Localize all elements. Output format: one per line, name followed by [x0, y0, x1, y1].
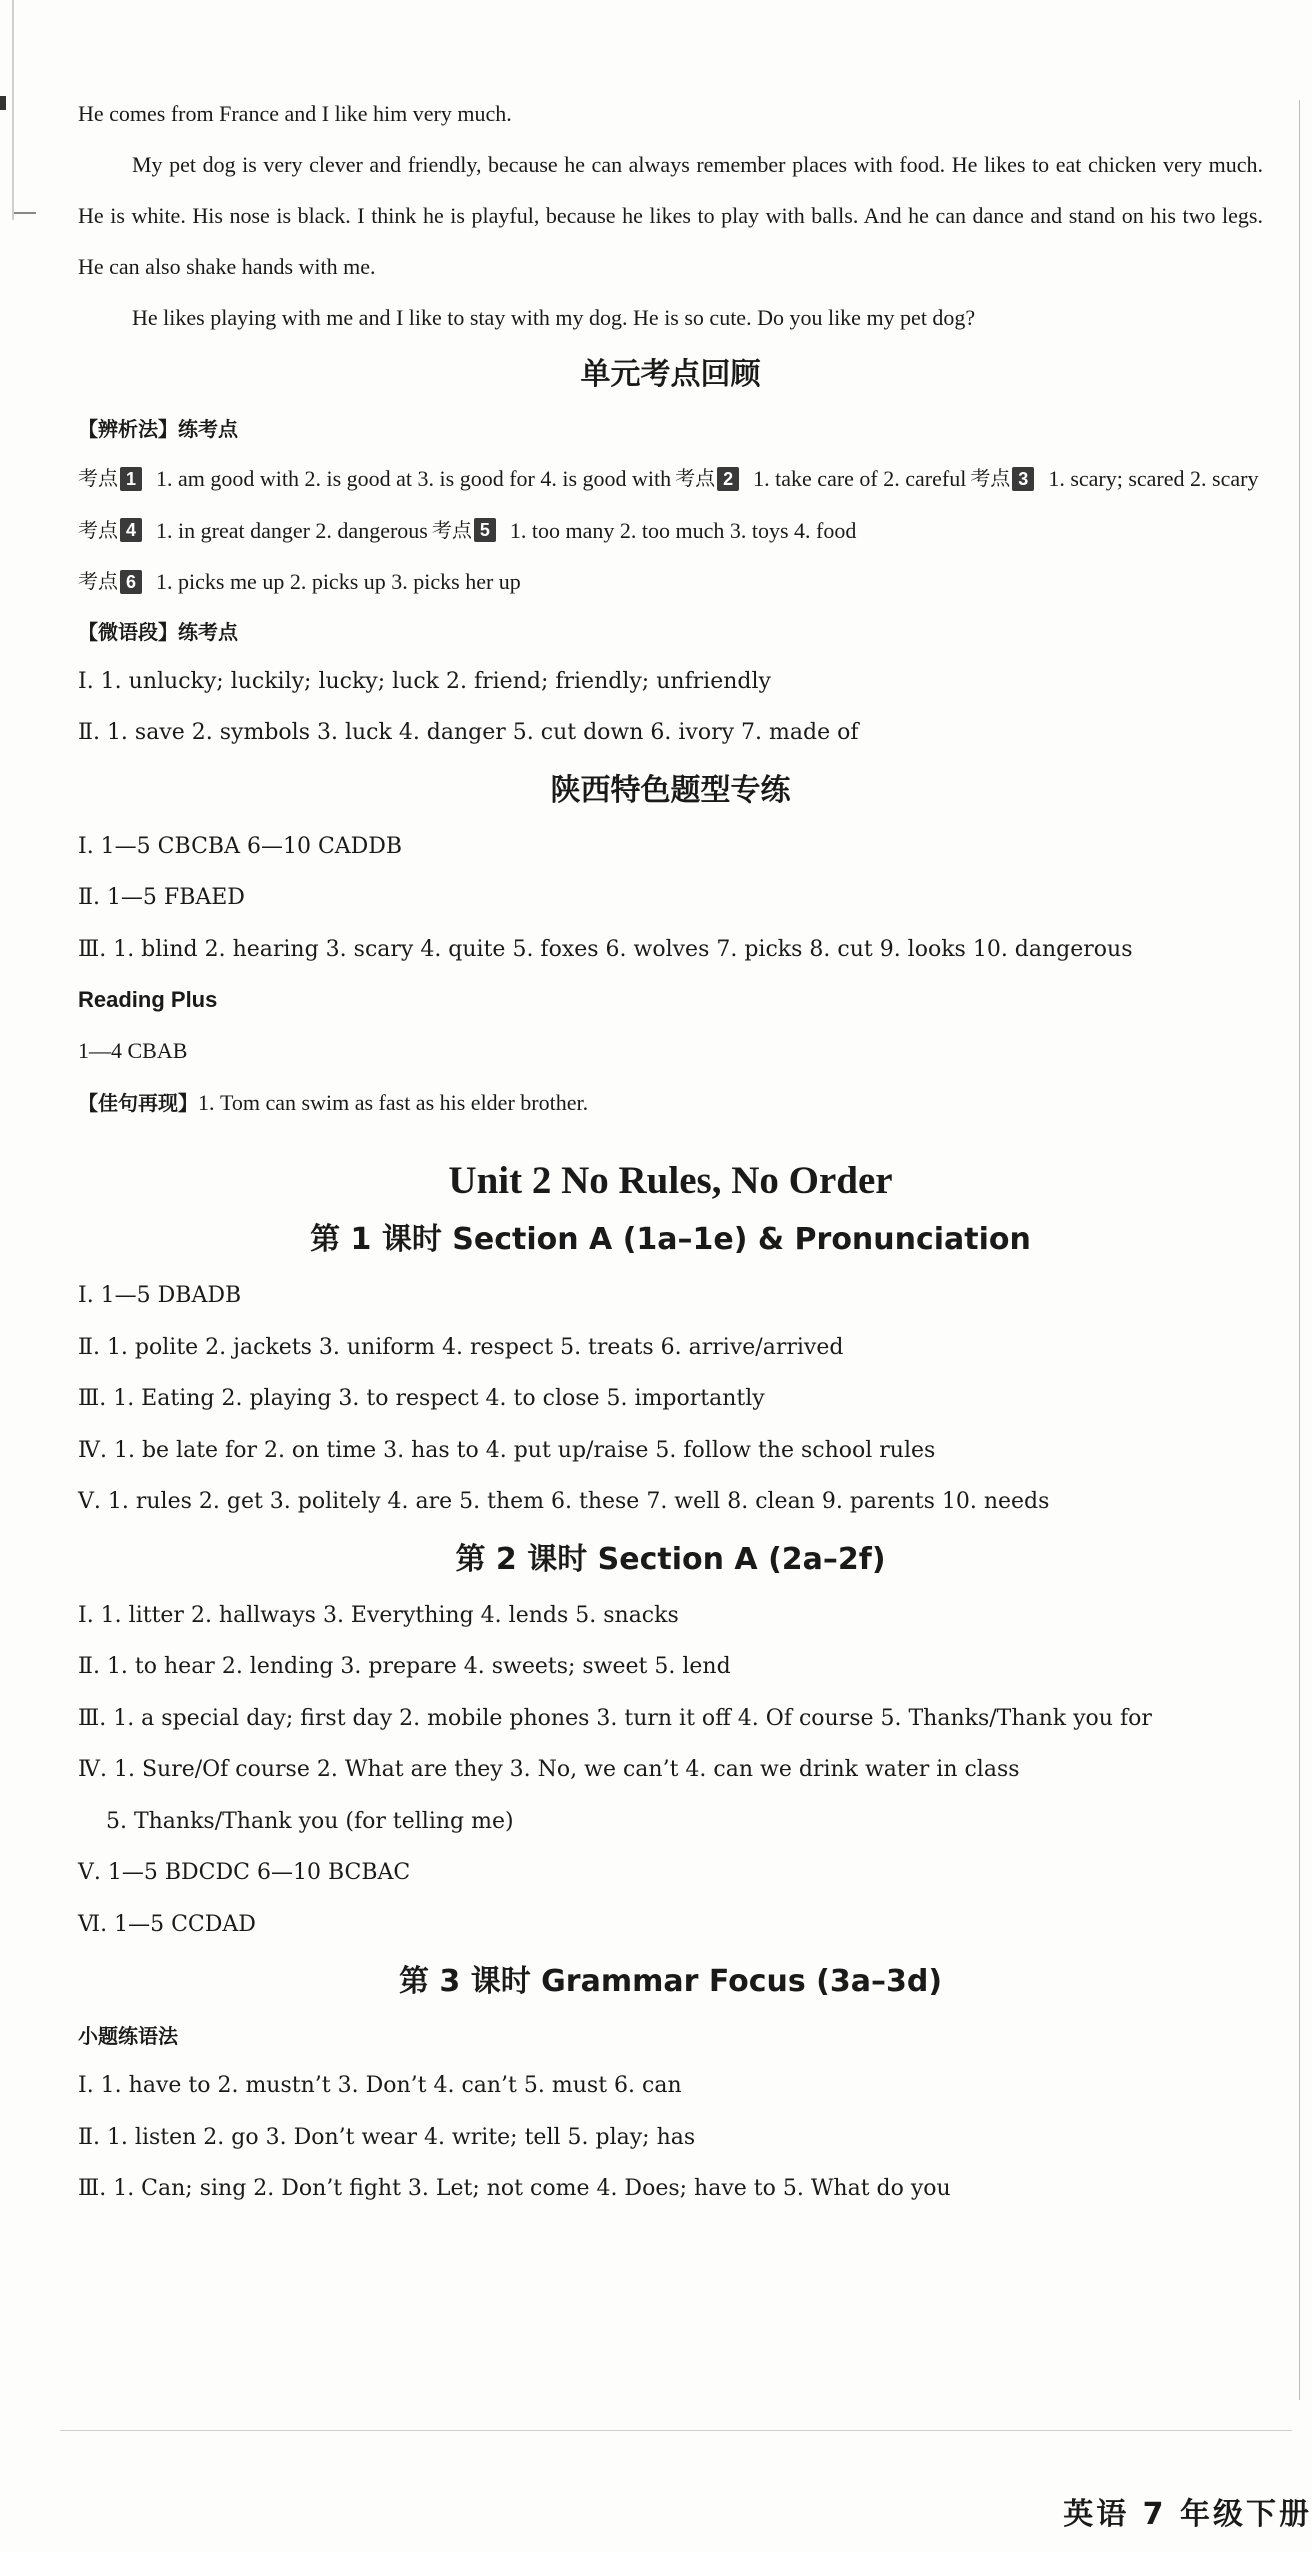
passage-line-1: He comes from France and I like him very much.: [78, 101, 512, 126]
kaodian-label: 考点: [78, 466, 118, 490]
review-sub-bianxi: 【辨析法】练考点: [78, 417, 238, 441]
kaodian-answer: 1. too many 2. too much 3. toys 4. food: [509, 517, 857, 543]
kaodian-label: 考点: [431, 517, 472, 542]
reading-plus-heading: Reading Plus: [78, 987, 218, 1012]
kaodian-5: [432, 505, 856, 557]
lesson2-line-2: Ⅱ. 1. to hear 2. lending 3. prepare 4. sweets; sweet 5. lend: [78, 1654, 731, 1679]
review-line-2: Ⅱ. 1. save 2. symbols 3. luck 4. danger 5. cut down 6. ivory 7. made of: [78, 720, 859, 745]
kaodian-3: [970, 453, 1258, 505]
kaodian-label: 考点: [970, 466, 1011, 490]
lesson2-line-1: Ⅰ. 1. litter 2. hallways 3. Everything 4. lends 5. snacks: [78, 1602, 679, 1628]
jiaju-label: 【佳句再现】: [78, 1090, 198, 1115]
kaodian-1: [78, 453, 671, 505]
review-sub-weiyuduan: 【微语段】练考点: [78, 619, 238, 644]
shaanxi-line-3: Ⅲ. 1. blind 2. hearing 3. scary 4. quite 5. foxes 6. wolves 7. picks 8. cut 9. looks 10. dangerous: [78, 936, 1133, 962]
lesson3-sub: 小题练语法: [78, 2024, 178, 2048]
kaodian-number: 4: [120, 518, 142, 542]
kaodian-answer: 1. in great danger 2. dangerous: [156, 517, 428, 543]
reading-plus-answer: 1—4 CBAB: [78, 1038, 188, 1063]
kaodian-answer: 1. scary; scared 2. scary: [1048, 466, 1259, 491]
review-title: 单元考点回顾: [580, 357, 761, 392]
kaodian-6: [78, 556, 521, 608]
lesson1-line-2: Ⅱ. 1. polite 2. jackets 3. uniform 4. respect 5. treats 6. arrive/arrived: [78, 1334, 844, 1360]
kaodian-answer: 1. take care of 2. careful: [753, 466, 967, 491]
lesson3-line-2: Ⅱ. 1. listen 2. go 3. Don’t wear 4. write; tell 5. play; has: [78, 2124, 696, 2150]
left-binding-line: [12, 0, 14, 220]
kaodian-label: 考点: [675, 466, 716, 490]
kaodian-4: [78, 505, 428, 557]
answer-content: [78, 88, 1263, 2215]
kaodian-number: 2: [717, 467, 739, 491]
kaodian-number: 3: [1012, 467, 1034, 491]
shaanxi-line-1: Ⅰ. 1—5 CBCBA 6—10 CADDB: [78, 833, 403, 859]
lesson2-line-5: 5. Thanks/Thank you (for telling me): [78, 1808, 514, 1834]
lesson1-line-1: Ⅰ. 1—5 DBADB: [78, 1283, 242, 1308]
page-footer: 英语 7 年级下册: [1063, 2497, 1312, 2532]
lesson1-title: 第 1 课时 Section A (1a–1e) & Pronunciation: [310, 1222, 1031, 1257]
lesson3-title: 第 3 课时 Grammar Focus (3a–3d): [398, 1964, 943, 1999]
kaodian-label: 考点: [78, 517, 118, 542]
lesson2-title: 第 2 课时 Section A (2a–2f): [455, 1541, 886, 1577]
kaodian-number: 1: [120, 467, 142, 491]
jiaju-text: 1. Tom can swim as fast as his elder brother.: [198, 1089, 589, 1115]
left-edge-mark: [0, 96, 6, 110]
left-edge-tick: [14, 212, 36, 214]
unit2-title: Unit 2 No Rules, No Order: [448, 1159, 893, 1202]
jiaju-line: [78, 1077, 1263, 1129]
kaodian-answer: 1. am good with 2. is good at 3. is good for 4. is good with: [156, 466, 672, 491]
kaodian-2: [675, 453, 966, 505]
right-margin-line: [1299, 100, 1300, 2400]
footer-divider: [60, 2430, 1292, 2431]
lesson2-line-7: Ⅵ. 1—5 CCDAD: [78, 1911, 256, 1937]
shaanxi-line-2: Ⅱ. 1—5 FBAED: [78, 885, 245, 910]
kaodian-number: 5: [474, 518, 496, 542]
lesson1-line-3: Ⅲ. 1. Eating 2. playing 3. to respect 4. to close 5. importantly: [78, 1386, 765, 1411]
lesson1-line-4: Ⅳ. 1. be late for 2. on time 3. has to 4. put up/raise 5. follow the school rules: [78, 1437, 936, 1463]
lesson2-line-6: Ⅴ. 1—5 BDCDC 6—10 BCBAC: [78, 1860, 411, 1885]
kaodian-number: 6: [120, 570, 142, 594]
shaanxi-title: 陕西特色题型专练: [550, 772, 791, 808]
lesson2-line-4: Ⅳ. 1. Sure/Of course 2. What are they 3. No, we can’t 4. can we drink water in class: [78, 1757, 1020, 1782]
review-line-1: Ⅰ. 1. unlucky; luckily; lucky; luck 2. friend; friendly; unfriendly: [78, 668, 771, 694]
lesson1-line-5: Ⅴ. 1. rules 2. get 3. politely 4. are 5. them 6. these 7. well 8. clean 9. parents 10. needs: [78, 1489, 1050, 1514]
lesson2-line-3: Ⅲ. 1. a special day; first day 2. mobile phones 3. turn it off 4. Of course 5. Thanks/Thank you for: [78, 1705, 1152, 1731]
lesson3-line-3: Ⅲ. 1. Can; sing 2. Don’t fight 3. Let; not come 4. Does; have to 5. What do you: [78, 2176, 951, 2201]
lesson3-line-1: Ⅰ. 1. have to 2. mustn’t 3. Don’t 4. can’t 5. must 6. can: [78, 2073, 682, 2098]
kaodian-label: 考点: [78, 569, 118, 593]
passage-paragraph-2: My pet dog is very clever and friendly, because he can always remember places with food. He likes to eat chicken very much. He is white. His nose is black. I think he is playful, because he likes to play with balls. And he can dance and stand on his two legs. He can also shake hands with me.: [78, 152, 1263, 279]
kaodian-answer: 1. picks me up 2. picks up 3. picks her up: [156, 569, 521, 594]
passage-paragraph-3: He likes playing with me and I like to stay with my dog. He is so cute. Do you like my pet dog?: [132, 305, 976, 330]
